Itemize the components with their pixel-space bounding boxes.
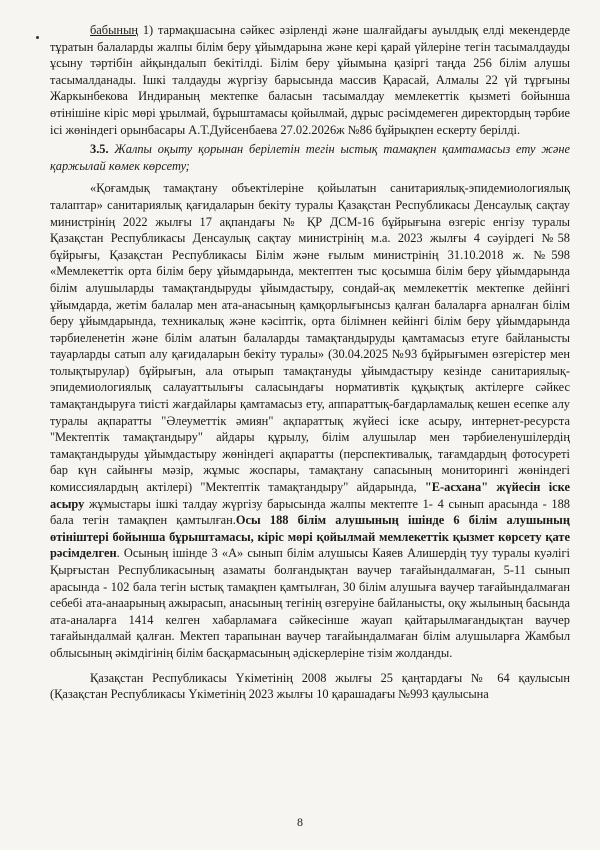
document-body xyxy=(50,22,570,703)
paragraph-2-bold-2: Осы 188 білім алушының ішінде 6 білім алушының өтініштері бойынша бұрыштамасы, кіріс мөрі қойылмай мемлекеттік қызмет көрсету қате рәсімделген xyxy=(50,513,570,561)
paragraph-2-end: . Осының ішінде 3 «А» сынып білім алушысы Каяев Алишердің туу туралы куәлігі Қырғыстан Республикасының азаматы болғандықтан ваучер тағайындалмаған, 5-11 сынып арасында - 102 бала тегін ыстық тамақпен қамтылған, 30 білім алушыға ваучер тағайындалмаған себебі ата-анаарының ажырасып, анасының тегінің өзгеруіне байланысты, оқу жылының басында ата-аналарға 1414 келген хабарламаға сәйкесінше жауап қайтарылмағандықтан ваучер тағайындалмай қалған. Мектеп тарапынан ваучер тағайындалмаған білім алушыларға Жамбыл облысының әкімдігінің білім басқармасының әдіскерлеріне тізім жолданды. xyxy=(50,546,570,660)
paragraph-1-text: 1) тармақшасына сәйкес әзірленді және шалғайдағы ауылдық елді мекендерде тұратын балаларды жалпы білім беру ұйымдарына және кері қарай үйлеріне тегін тасымалдауды ұсыну тәртібін айқындалып бекітілді. Білім беру ұйымына қазіргі таңда 256 білім алушы тасымалданады. Ішкі талдауды жүргізу барысында массив Қарасай, Алмалы 22 үй тұрғыны Жаркынбекова Индираның мектепке баласын тасымалдау мемлекеттік қызметі бойынша өтінішіне кіріс мөрі ұрылмай, бұрыштамасы қойылмай, дұрыс рәсімдемеген директордың тәрбие ісі жөніндегі орынбасары А.Т.Дуйсенбаева 27.02.2026ж №86 бұйрықпен ескерту берілді. xyxy=(50,23,570,137)
underlined-word: бабының xyxy=(90,23,139,37)
section-title: Жалпы оқыту қорынан берілетін тегін ыстық тамақпен қамтамасыз ету және қаржылай көмек көрсету; xyxy=(50,142,570,173)
section-number: 3.5. xyxy=(90,142,109,157)
paragraph-1 xyxy=(50,22,570,138)
paragraph-2 xyxy=(50,180,570,661)
section-heading xyxy=(50,141,570,174)
paragraph-2-bold-1: "Е-асхана" жүйесін іске асыру xyxy=(50,480,570,511)
page-number: 8 xyxy=(297,815,303,829)
paragraph-2-text: «Қоғамдық тамақтану объектілеріне қойылатын санитариялық-эпидемиологиялық талаптар» санитариялық қағидаларын бекіту туралы Қазақстан Республикасы Денсаулық сақтау министрінің 2022 жылғы 17 ақпандағы № ҚР ДСМ-16 бұйрығына өзгеріс енгізу туралы Қазақстан Республикасы Денсаулық сақтау министрінің м.а. 2023 жылғы 4 сәуірдегі №58 бұйрығы, Қазақстан Республикасы Білім және ғылым министрінің 31.10.2018 ж. №598 «Мемлекеттік орта білім беру ұйымдарында, мектептен тыс қосымша білім беру ұйымдарында білім алушыларды тамақтандыруды ұйымдастыру, сондай-ақ мемлекеттік мектепке дейінгі ұйымдарда, жетім балалар мен ата-анасының қамқорлығынсыз қалған балаларға арналған білім беру ұйымдарында, техникалық және кәсіптік, орта білімнен кейінгі білім беру ұйымдарында тәрбиеленетін және білім алатын балаларды тамақтандыруды қамтамасыз етуге байланысты тауарларды сатып алу қағидаларын бекіту туралы» (30.04.2025 №93 бұйрығымен өзгерістер мен толықтырулар) бұйрығын, ала отырып тамақтануды ұйымдастыру кезінде санитариялық-эпидемиологиялық салауаттылығы саласындағы нормативтік құқықтық актілерге сәйкес тамақтандыруға тиісті жағдайлары қамтамасыз ету, аппараттық-бағдарламалық кешен есепке алу туралы ақпаратты "Әлеуметтік әмиян" ақпараттық жүйесі іске асыру, интернет-ресурста "Мектептік тамақтандыру" айдары құрылу, білім алушылар мен тәрбиеленушілердің тамақтандыруды ұйымдастыру жөніндегі ақпаратты (перспективалық, тағамдардың фотосуреті бар күн сайынғы мәзір, жұмыс жоспары, тамақтану сапасының мониторингі жөніндегі комиссиялардың актілері) "Мектептік тамақтандыру" айдарында, xyxy=(50,181,570,495)
paragraph-2-mid: жұмыстары ішкі талдау жүргізу барысында жалпы мектепте 1- 4 сынып арасында - 188 бала тегін тамақпен қамтылған. xyxy=(50,496,570,528)
paragraph-3: Қазақстан Республикасы Үкіметінің 2008 жылғы 25 қаңтардағы № 64 қаулысын (Қазақстан Республикасы Үкіметінің 2023 жылғы 10 қарашадағы №993 қаулысына xyxy=(50,670,570,702)
margin-dot xyxy=(36,36,39,39)
